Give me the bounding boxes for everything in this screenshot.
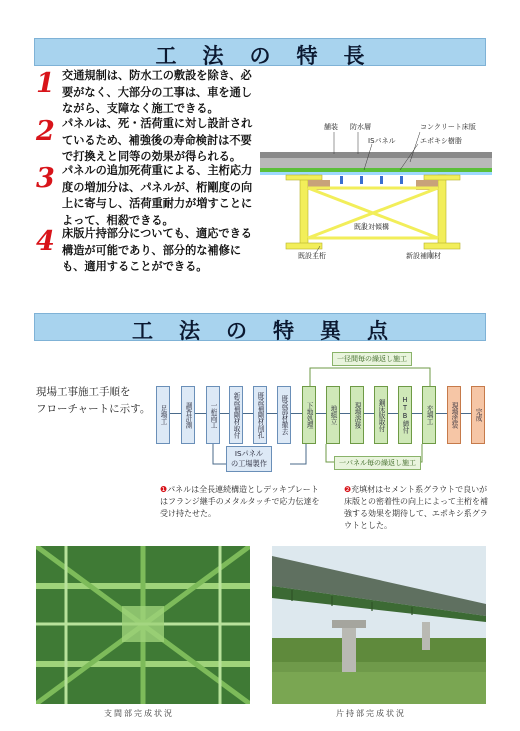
- flow-step: 下地処理: [302, 386, 316, 444]
- flow-step: 完成: [471, 386, 485, 444]
- flow-arrow: [388, 413, 398, 414]
- flow-note-factory: [226, 446, 272, 472]
- caption-panel: [160, 484, 320, 520]
- flow-arrow: [436, 413, 447, 414]
- feature-number: 1: [36, 68, 55, 99]
- flow-step: 既設部材撤去: [277, 386, 291, 444]
- photo-cantilever-completed: [272, 546, 486, 704]
- span-underside-image: [36, 546, 250, 704]
- feature-text: パネルは、死・活荷重に対し設計されているため、補強後の寿命検討は不要で打換えと同等の効果が得られる。: [62, 117, 253, 163]
- flow-arrow: [316, 413, 326, 414]
- label-pavement: 舗装: [324, 123, 338, 131]
- flow-step: 地組立: [326, 386, 340, 444]
- label-concrete-slab: コンクリート床版: [420, 123, 476, 131]
- caption-text: パネルは全長連続構造としデッキプレートはフランジ継手のメタルタッチで応力伝達を受け持たせた。: [160, 485, 320, 518]
- flow-step: HTB締付: [398, 386, 412, 444]
- section-title: 工法の特長: [155, 44, 391, 68]
- flow-arrow: [364, 413, 374, 414]
- feature-number: 3: [36, 163, 55, 194]
- flow-intro-line: フローチャートに示す。: [36, 403, 151, 415]
- label-existing-sway: 既設対傾構: [354, 223, 389, 231]
- photo-span-completed: [36, 546, 250, 704]
- flow-arrow: [267, 413, 277, 414]
- caption-filler: [344, 484, 490, 532]
- feature-text: パネルの追加死荷重による、主桁応力度の増加分は、パネルが、桁剛度の向上に寄与し、活荷重耐力が増すことによって、相殺できる。: [62, 164, 253, 227]
- section-title: 工法の特異点: [132, 319, 414, 343]
- caption-number: ❷: [344, 485, 352, 494]
- photo-caption: 支間部完成状況: [104, 709, 174, 718]
- flow-step: 現場溶接: [350, 386, 364, 444]
- label-new-reinforce: 新設補剛材: [406, 252, 441, 260]
- flow-arrow: [412, 413, 422, 414]
- photo-caption: 片持部完成状況: [336, 709, 406, 718]
- flow-step: 鋼床版取付: [374, 386, 388, 444]
- flow-note-panel-repeat: 一パネル毎の繰返し施工: [334, 456, 421, 470]
- caption-text: 充填材はセメント系グラウトで良いが床版との密着性の向上によって主桁を補強する効果を期待して、エポキシ系グラウトとした。: [344, 485, 488, 530]
- feature-text: 床版片持部分についても、適応できる構造が可能であり、部分的な補修にも、適用することができる。: [62, 227, 252, 273]
- flow-step: 既設補剛材削孔: [253, 386, 267, 444]
- flow-note-factory-line: の工場製作: [231, 459, 267, 468]
- flow-step: 一桁両工: [206, 386, 220, 444]
- flow-intro-line: 現場工事施工手順を: [36, 386, 131, 398]
- feature-number: 4: [36, 226, 55, 257]
- flow-arrow: [243, 413, 253, 414]
- flow-intro: [36, 384, 150, 418]
- caption-number: ❶: [160, 485, 168, 494]
- flow-step: 足場工: [156, 386, 170, 444]
- label-waterproof: 防水層: [350, 123, 371, 131]
- flow-arrow: [291, 413, 302, 414]
- label-is-panel: ISパネル: [368, 137, 396, 145]
- flow-note-span-repeat: 一径間毎の繰返し施工: [332, 352, 412, 366]
- bridge-cross-section-diagram: [260, 118, 492, 268]
- flow-loop-top: [300, 360, 440, 390]
- flow-step: 現場塗装: [447, 386, 461, 444]
- flow-arrow: [195, 413, 206, 414]
- flow-arrow: [220, 413, 229, 414]
- section-banner-peculiarities: [34, 313, 486, 341]
- flow-step: 新設補剛材取付: [229, 386, 243, 444]
- flow-note-factory-line: ISパネル: [234, 449, 264, 458]
- label-epoxy: エポキシ樹脂: [420, 137, 462, 145]
- label-existing-girder: 既設主桁: [298, 252, 326, 260]
- cantilever-image: [272, 546, 486, 704]
- flow-arrow: [170, 413, 181, 414]
- section-banner-features: [34, 38, 486, 66]
- flow-step: 充填工: [422, 386, 436, 444]
- feature-text: 交通規制は、防水工の敷設を除き、必要がなく、大部分の工事は、車を通しながら、支障なく施工できる。: [62, 69, 252, 115]
- feature-number: 2: [36, 116, 55, 147]
- flow-arrow: [340, 413, 350, 414]
- flow-step: 調査計測: [181, 386, 195, 444]
- flow-arrow: [461, 413, 471, 414]
